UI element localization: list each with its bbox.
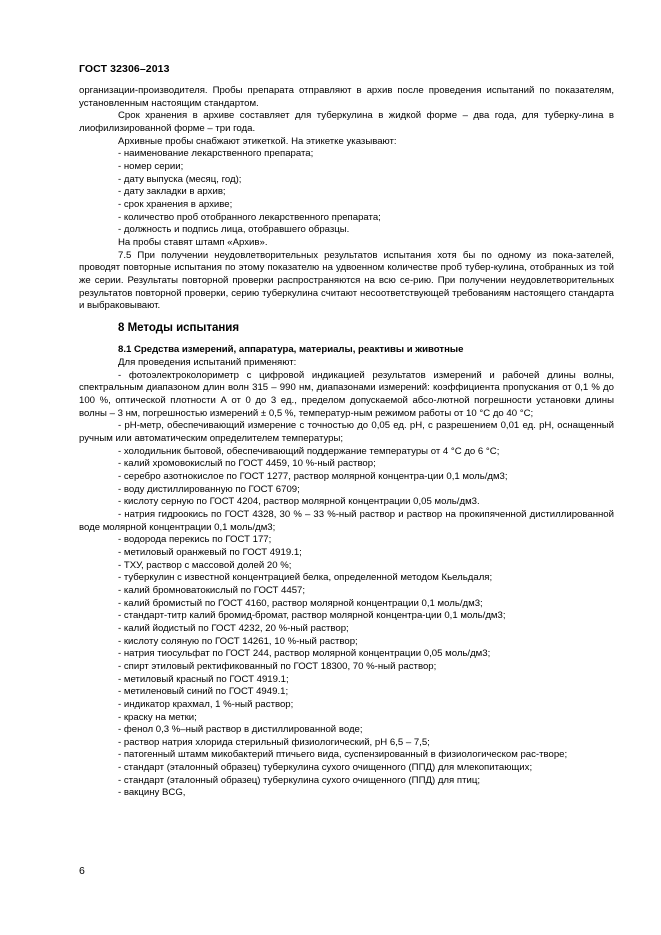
list-item: - метиленовый синий по ГОСТ 4949.1; — [118, 686, 289, 698]
list-item: - холодильник бытовой, обеспечивающий поддержание температуры от 4 °С до 6 °С; — [118, 445, 500, 457]
list-item: - наименование лекарственного препарата; — [118, 148, 314, 160]
section-heading: 8 Методы испытания — [118, 321, 240, 334]
list-item: - кислоту серную по ГОСТ 4204, раствор молярной концентрации 0,05 моль/дм3. — [118, 496, 480, 508]
list-item: - раствор натрия хлорида стерильный физиологический, рН 6,5 – 7,5; — [118, 736, 430, 748]
paragraph: - патогенный штамм микобактерий птичьего вида, суспензированный в физиологическом рас-творе; — [118, 749, 568, 761]
paragraph: - натрия гидроокись по ГОСТ 4328, 30 % – 33 %-ный раствор и раствор на прокипяченной дистиллированной воде молярной концентрации 0,1 моль/дм3; — [79, 509, 614, 533]
list-item: - номер серии; — [118, 160, 184, 172]
list-item: - воду дистиллированную по ГОСТ 6709; — [118, 483, 300, 495]
list-item: - срок хранения в архиве; — [118, 198, 233, 210]
paragraph: - фотоэлектроколориметр с цифровой индикацией результатов измерений и рабочей длины волны, спектральным диапазоном длин волн 315 – 990 нм, диапазонами измерений: коэффициента пропускания от 0,1 % до 100 %, оптической плотности А от 0 до 3 ед., пределом допускаемой абсо-лютной погрешности установки длины волны – 3 нм, погрешностью измерений ± 0,5 %, температур-ным режимом работы от 10 °С до 40 °С; — [79, 369, 614, 419]
list-item: - стандарт (эталонный образец) туберкулина сухого очищенного (ППД) для млекопитающих; — [118, 762, 533, 774]
paragraph: 7.5 При получении неудовлетворительных результатов испытания хотя бы по одному из пока-зателей, проводят повторные испытания по этому показателю на удвоенном количестве проб тубер-кулина, отобранных из той же серии. Результаты повторной проверки распространяются на всю се-рию. При получении неудовлетворительных результатов повторной проверки, серию туберкулина считают несоответствующей требованиям настоящего стандарта и выбраковывают. — [79, 249, 614, 312]
document-header-code: ГОСТ 32306–2013 — [79, 63, 170, 75]
subsection-heading: 8.1 Средства измерений, аппаратура, материалы, реактивы и животные — [118, 344, 464, 356]
list-item: - краску на метки; — [118, 711, 197, 723]
list-item: - калий хромовокислый по ГОСТ 4459, 10 %-ный раствор; — [118, 458, 376, 470]
paragraph: Архивные пробы снабжают этикеткой. На этикетке указывают: — [118, 135, 397, 147]
list-item: - дату выпуска (месяц, год); — [118, 173, 242, 185]
page-number: 6 — [79, 865, 85, 877]
list-item: - дату закладки в архив; — [118, 186, 226, 198]
paragraph: На пробы ставят штамп «Архив». — [118, 236, 268, 248]
list-item: - водорода перекись по ГОСТ 177; — [118, 534, 272, 546]
list-item: - калий бромноватокислый по ГОСТ 4457; — [118, 584, 306, 596]
list-item: - кислоту соляную по ГОСТ 14261, 10 %-ный раствор; — [118, 635, 358, 647]
paragraph: Срок хранения в архиве составляет для туберкулина в жидкой форме – два года, для туберку-лина в лиофилизированной форме – три года. — [79, 110, 614, 134]
list-item: - калий йодистый по ГОСТ 4232, 20 %-ный раствор; — [118, 622, 349, 634]
paragraph: организации-производителя. Пробы препарата отправляют в архив после проведения испытаний по показателям, установленным настоящим стандартом. — [79, 85, 614, 109]
list-item: - спирт этиловый ректификованный по ГОСТ 18300, 70 %-ный раствор; — [118, 660, 437, 672]
list-item: - метиловый красный по ГОСТ 4919.1; — [118, 673, 289, 685]
list-item: - ТХУ, раствор с массовой долей 20 %; — [118, 559, 292, 571]
list-item: - должность и подпись лица, отобравшего образцы. — [118, 224, 350, 236]
list-item: - калий бромистый по ГОСТ 4160, раствор молярной концентрации 0,1 моль/дм3; — [118, 597, 483, 609]
list-item: - метиловый оранжевый по ГОСТ 4919.1; — [118, 546, 302, 558]
list-item: - натрия тиосульфат по ГОСТ 244, раствор молярной концентрации 0,05 моль/дм3; — [118, 648, 491, 660]
list-item: - серебро азотнокислое по ГОСТ 1277, раствор молярной концентра-ции 0,1 моль/дм3; — [118, 471, 508, 483]
document-body — [79, 85, 614, 800]
list-item: - фенол 0,3 %–ный раствор в дистиллированной воде; — [118, 724, 363, 736]
list-item: - стандарт-титр калий бромид-бромат, раствор молярной концентра-ции 0,1 моль/дм3; — [118, 610, 506, 622]
list-item: - индикатор крахмал, 1 %-ный раствор; — [118, 698, 294, 710]
list-item: - количество проб отобранного лекарственного препарата; — [118, 211, 381, 223]
paragraph: Для проведения испытаний применяют: — [118, 357, 297, 369]
list-item: - стандарт (эталонный образец) туберкулина сухого очищенного (ППД) для птиц; — [118, 774, 480, 786]
paragraph: - рН-метр, обеспечивающий измерение с точностью до 0,05 ед. рН, с разрешением 0,01 ед. рН, оснащенный ручным или автоматическим определителем температуры; — [79, 420, 614, 445]
list-item: - туберкулин с известной концентрацией белка, определенной методом Кьельдаля; — [118, 572, 493, 584]
list-item: - вакцину BCG, — [118, 787, 186, 799]
